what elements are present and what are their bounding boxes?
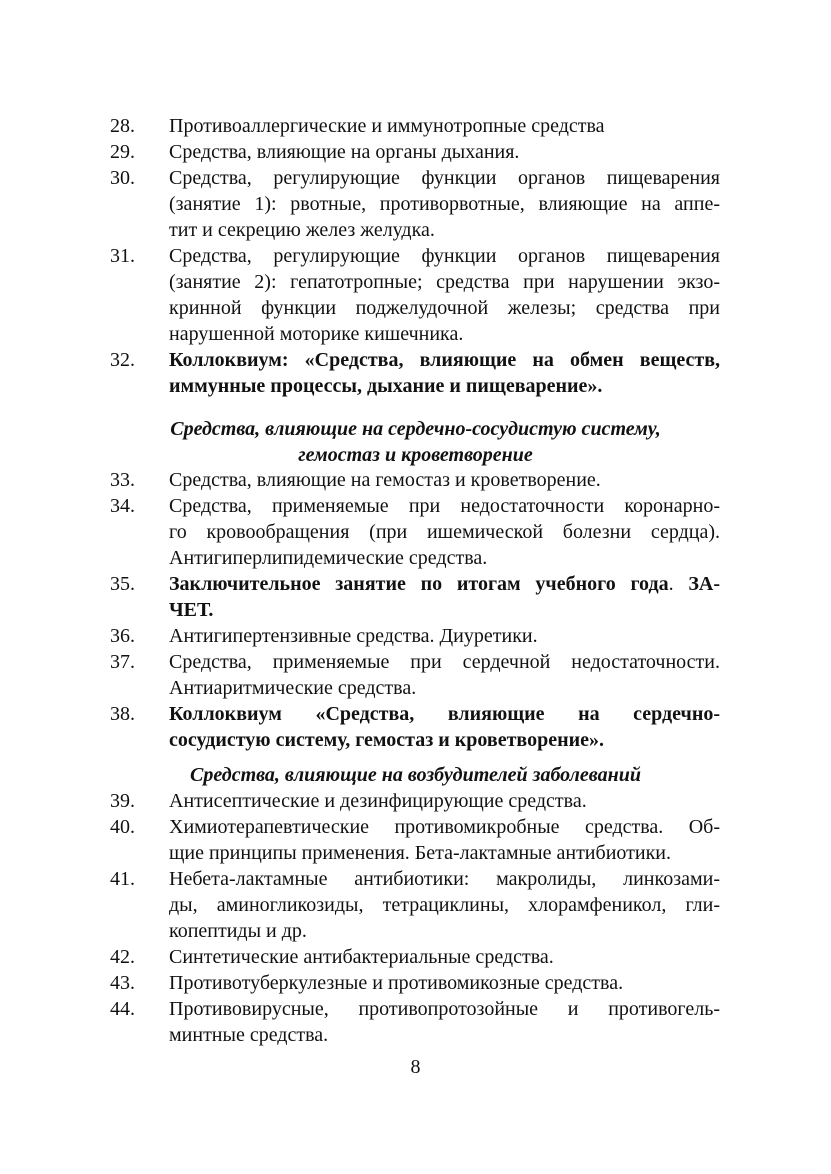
item-number: 42. — [110, 946, 135, 968]
item-text-line: Синтетические антибактериальные средства. — [169, 946, 554, 968]
list-item-35 — [0, 571, 831, 623]
item-text-line: Средства, регулирующие функции органов пищеварения — [169, 245, 720, 267]
item-number: 30. — [110, 167, 135, 189]
item-number: 37. — [110, 651, 135, 673]
item-number: 38. — [110, 703, 135, 725]
item-number: 43. — [110, 972, 135, 994]
list-item-37 — [0, 649, 831, 701]
item-text-line: Средства, применяемые при недостаточности коронарно- — [169, 495, 720, 517]
list-item-36 — [0, 623, 831, 649]
item-text-line: Противоаллергические и иммунотропные средства — [169, 115, 605, 137]
item-number: 33. — [110, 469, 135, 491]
item-text-line: копептиды и др. — [169, 920, 307, 942]
item-text-line: ды, аминогликозиды, тетрациклины, хлорамфеникол, гли- — [169, 894, 720, 916]
section-heading-cardiovascular-cont: гемостаз и кроветворение — [298, 444, 533, 466]
item-text-line: Средства, применяемые при сердечной недостаточности. — [169, 651, 720, 673]
list-item-40 — [0, 814, 831, 866]
item-text-line: тит и секрецию желез желудка. — [169, 219, 435, 241]
list-item-31 — [0, 243, 831, 347]
item-text-line: минтные средства. — [169, 1024, 329, 1046]
list-item-33 — [0, 467, 831, 493]
item-text-line: (занятие 1): рвотные, противорвотные, влияющие на аппе- — [169, 193, 720, 215]
list-item-38 — [0, 701, 831, 753]
item-text-line: Антигипертензивные средства. Диуретики. — [169, 625, 538, 647]
item-text-line: Химиотерапевтические противомикробные средства. Об- — [169, 816, 720, 838]
section-heading-cardiovascular: Средства, влияющие на сердечно-сосудистую систему, — [170, 418, 661, 440]
list-item-44 — [0, 996, 831, 1048]
item-number: 36. — [110, 625, 135, 647]
section-heading-pathogens: Средства, влияющие на возбудителей заболеваний — [190, 764, 641, 786]
item-text-line: Средства, влияющие на гемостаз и кроветворение. — [169, 469, 601, 491]
item-text-line: Противотуберкулезные и противомикозные средства. — [169, 972, 624, 994]
item-text-line: ЧЕТ. — [169, 599, 214, 621]
item-text-line: Антисептические и дезинфицирующие средства. — [169, 790, 587, 812]
list-item-42 — [0, 944, 831, 970]
page-number: 8 — [410, 1056, 421, 1078]
item-text-line: Средства, регулирующие функции органов пищеварения — [169, 167, 720, 189]
item-number: 41. — [110, 868, 135, 890]
list-item-28 — [0, 113, 831, 139]
item-text-separator: . — [668, 573, 689, 595]
item-text-line: го кровообращения (при ишемической болезни сердца). — [169, 521, 720, 543]
item-text-line: Антигиперлипидемические средства. — [169, 547, 488, 569]
item-text-line: Небета-лактамные антибиотики: макролиды, линкозами- — [169, 868, 720, 890]
item-number: 29. — [110, 141, 135, 163]
item-text-line: (занятие 2): гепатотропные; средства при нарушении экзо- — [169, 271, 720, 293]
item-text-line: Коллоквиум «Средства, влияющие на сердечно- — [169, 703, 720, 725]
item-number: 32. — [110, 349, 135, 371]
list-item-29 — [0, 139, 831, 165]
list-item-32 — [0, 347, 831, 399]
list-item-39 — [0, 788, 831, 814]
item-number: 40. — [110, 816, 135, 838]
list-item-30 — [0, 165, 831, 243]
item-number: 34. — [110, 495, 135, 517]
item-text-line: сосудистую систему, гемостаз и кроветворение». — [169, 729, 604, 751]
item-text-line: Средства, влияющие на органы дыхания. — [169, 141, 520, 163]
item-text-bold: Заключительное занятие по итогам учебного года — [169, 573, 669, 595]
item-text-line: Антиаритмические средства. — [169, 677, 417, 699]
item-number: 31. — [110, 245, 135, 267]
list-item-34 — [0, 493, 831, 571]
list-block-pathogens — [0, 788, 831, 1048]
item-text-bold-end: ЗА- — [688, 573, 720, 595]
list-block-general — [0, 113, 831, 399]
item-text-line: Коллоквиум: «Средства, влияющие на обмен веществ, — [169, 349, 720, 371]
item-number: 28. — [110, 115, 135, 137]
item-text-line: нарушенной моторике кишечника. — [169, 323, 464, 345]
item-text-line: кринной функции поджелудочной железы; средства при — [169, 297, 720, 319]
item-text-line — [169, 571, 720, 597]
item-number: 39. — [110, 790, 135, 812]
item-number: 44. — [110, 998, 135, 1020]
item-number: 35. — [110, 573, 135, 595]
item-text-line: Противовирусные, противопротозойные и противогель- — [169, 998, 720, 1020]
list-item-41 — [0, 866, 831, 944]
item-text-line: иммунные процессы, дыхание и пищеварение». — [169, 375, 603, 397]
list-item-43 — [0, 970, 831, 996]
item-text-line: щие принципы применения. Бета-лактамные антибиотики. — [169, 842, 671, 864]
list-block-cardiovascular — [0, 467, 831, 753]
